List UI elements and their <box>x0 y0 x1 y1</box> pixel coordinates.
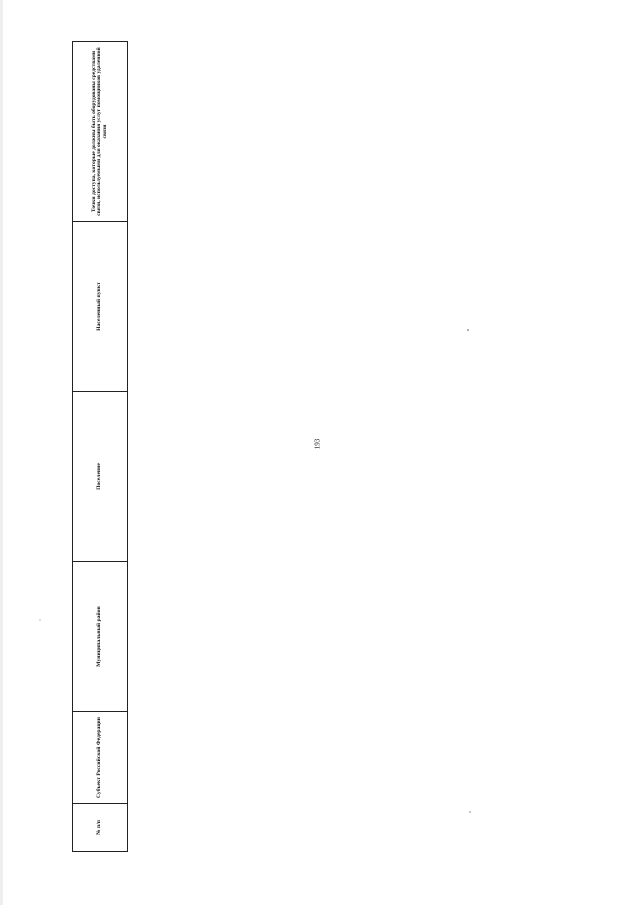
col-header-access-point: Точки доступа, которые должны быть оборудованы средствами связи, используемыми для оказания услуг помощников удаленной связи <box>73 42 128 222</box>
table-header-row <box>73 42 128 852</box>
scan-edge <box>0 0 3 905</box>
rotated-table-container <box>72 42 592 852</box>
col-header-settlement: Поселение <box>73 392 128 562</box>
col-header-locality: Населенный пункт <box>73 222 128 392</box>
col-header-subject: Субъект Российской Федерации <box>73 712 128 804</box>
data-table <box>72 41 128 852</box>
col-header-number: № п/п <box>73 804 128 852</box>
col-header-district: Муниципальный район <box>73 562 128 712</box>
page-number: 193 <box>313 438 322 450</box>
